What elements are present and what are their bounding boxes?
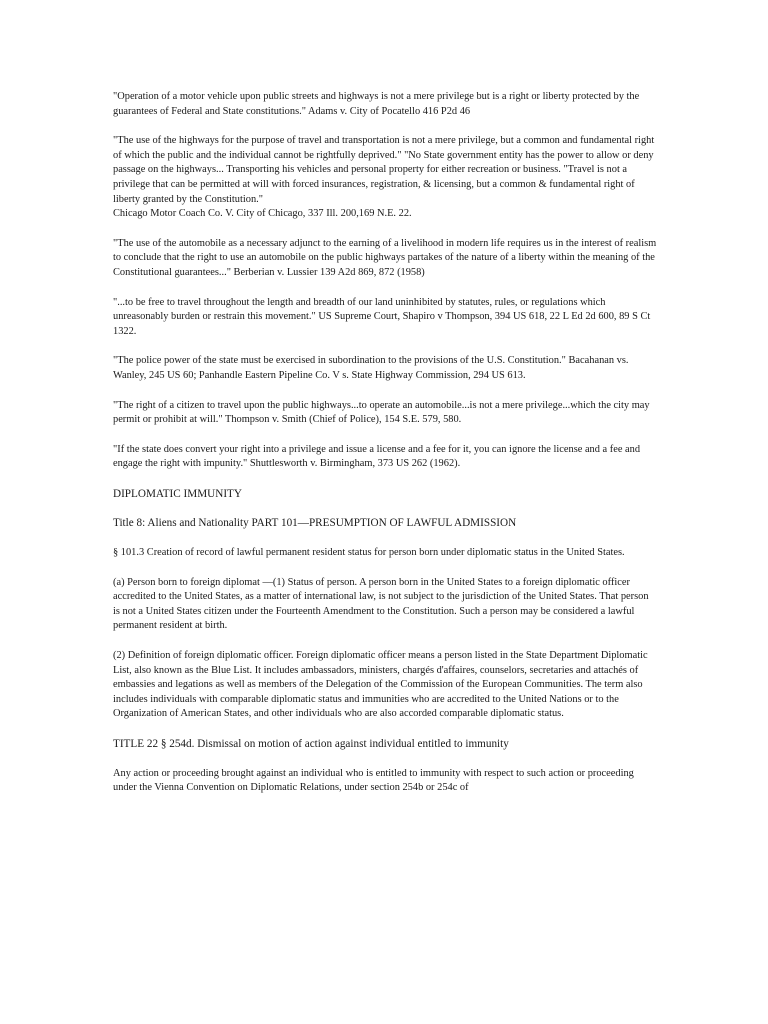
quote-chicago-motor-coach: "The use of the highways for the purpose of travel and transportation is not a mere privilege, but a common and fundamental right of which the public and the individual cannot be rightfully deprived." "No State government entity has the power to allow or deny passage on the highways... Transporting his vehicles and personal property for either recreation or business. "Travel is not a privilege that can be permitted at will with forced insurances, registration, & licensing, but a common & fundamental right of liberty granted by the Constitution." bbox=[113, 135, 655, 205]
quote-shapiro: "...to be free to travel throughout the length and breadth of our land uninhibited by statutes, rules, or regulations which unreasonably burden or restrain this movement." US Supreme Court, Shapiro v Thompson, 394 US 618, 22 L Ed 2d 600, 89 S Ct 1322. bbox=[113, 296, 651, 337]
title22-heading: TITLE 22 § 254d. Dismissal on motion of action against individual entitled to immunity bbox=[113, 738, 509, 750]
paragraph-2-definition: (2) Definition of foreign diplomatic officer. Foreign diplomatic officer means a person listed in the State Department Diplomatic List, also known as the Blue List. It includes ambassadors, ministers, chargés d'affaires, counselors, secretaries and attachés of embassies and legations as well as members of the Delegation of the Commission of the European Communities. The term also includes individuals with comparable diplomatic status and immunities who are accredited to the United Nations or to the Organization of American States, and other individuals who are also accorded comparable diplomatic status. bbox=[113, 650, 648, 720]
section-101-3: § 101.3 Creation of record of lawful permanent resident status for person born under diplomatic status in the United States. bbox=[113, 547, 625, 559]
quote-bacahanan: "The police power of the state must be exercised in subordination to the provisions of the U.S. Constitution." Bacahanan vs. Wanley, 245 US 60; Panhandle Eastern Pipeline Co. V s. State Highway Commission, 294 US 613. bbox=[113, 355, 629, 381]
quote-adams: "Operation of a motor vehicle upon public streets and highways is not a mere privilege but is a right or liberty protected by the guarantees of Federal and State constitutions." Adams v. City of Pocatello 416 P2d 46 bbox=[113, 91, 640, 117]
paragraph-vienna-convention: Any action or proceeding brought against an individual who is entitled to immunity with respect to such action or proceeding under the Vienna Convention on Diplomatic Relations, under section 254b or 254c of bbox=[113, 767, 634, 794]
title8-heading: Title 8: Aliens and Nationality PART 101—PRESUMPTION OF LAWFUL ADMISSION bbox=[113, 517, 517, 530]
quote-thompson: "The right of a citizen to travel upon the public highways...to operate an automobile...is not a mere privilege...which the city may permit or prohibit at will." Thompson v. Smith (Chief of Police), 154 S.E. 579, 580. bbox=[113, 399, 650, 426]
section-heading-diplomatic-immunity: DIPLOMATIC IMMUNITY bbox=[113, 487, 242, 500]
citation-chicago-motor-coach: Chicago Motor Coach Co. V. City of Chicago, 337 Ill. 200,169 N.E. 22. bbox=[113, 208, 412, 220]
quote-shuttlesworth: "If the state does convert your right into a privilege and issue a license and a fee for it, you can ignore the license and a fee and engage the right with impunity." Shuttlesworth v. Birmingham, 373 US 262 (1962). bbox=[113, 443, 641, 470]
quote-berberian: "The use of the automobile as a necessary adjunct to the earning of a livelihood in modern life requires us in the interest of realism to conclude that the right to use an automobile on the public highways partakes of the nature of a liberty within the meaning of the Constitutional guarantees..." Berberian v. Lussier 139 A2d 869, 872 (1958) bbox=[113, 237, 657, 278]
paragraph-a-status-of-person: (a) Person born to foreign diplomat —(1) Status of person. A person born in the United States to a foreign diplomatic officer accredited to the United States, as a matter of international law, is not subject to the jurisdiction of the United States. That person is not a United States citizen under the Fourteenth Amendment to the Constitution. Such a person may be considered a lawful permanent resident at birth. bbox=[113, 576, 649, 632]
